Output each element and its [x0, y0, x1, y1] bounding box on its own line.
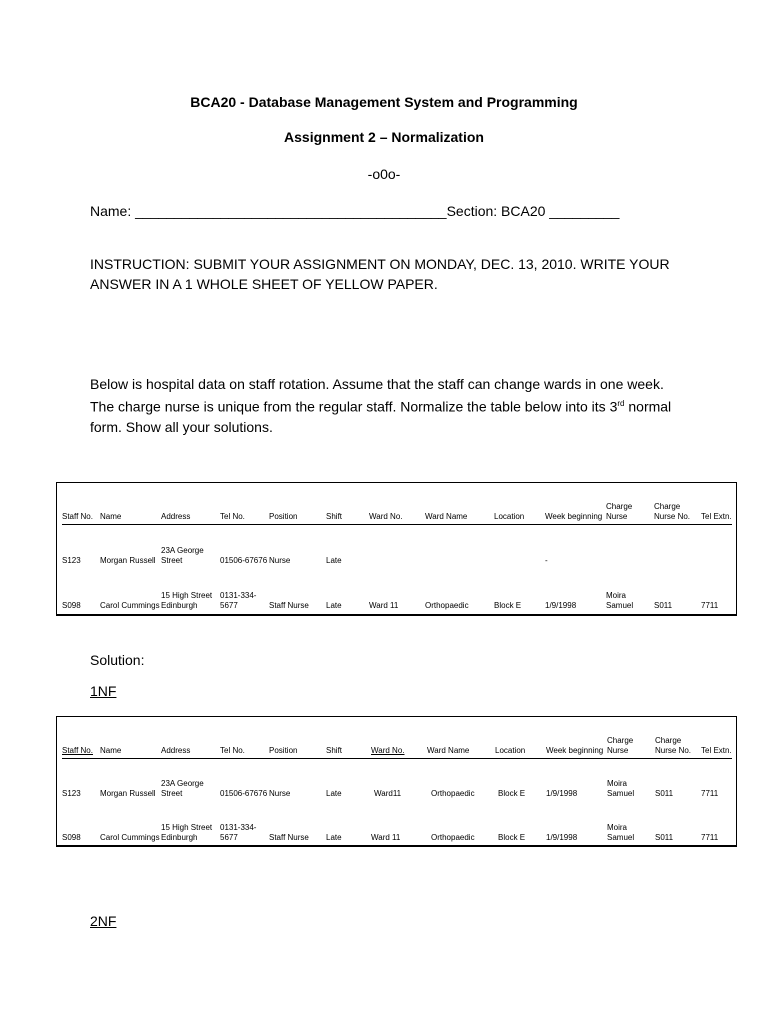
table-header-row [62, 484, 732, 524]
table-cell: Moira Samuel [606, 591, 634, 610]
table-cell: 23A George Street [161, 546, 204, 565]
table-cell: 0131-334-5677 [220, 591, 257, 610]
table-cell: Nurse [269, 789, 291, 798]
table-cell: 7711 [701, 789, 719, 798]
name-section-line: Name: ________________________________________Section: BCA20 _________ [90, 203, 620, 219]
col-header-charge-nurse: Charge Nurse [607, 735, 634, 755]
intro-text-a: Below is hospital data on staff rotation. Assume that the staff can change wards in one week. The charge nurse is unique from the regular staff. Normalize the table below into its 3 [90, 376, 664, 415]
col-header-tel-no: Tel No. [220, 745, 245, 755]
col-header-shift: Shift [326, 511, 343, 521]
table-cell: Late [326, 789, 342, 798]
table-cell: Morgan Russell [100, 556, 156, 565]
col-header-position: Position [269, 511, 298, 521]
table-cell: 7711 [701, 601, 719, 610]
table-cell: S098 [62, 833, 81, 842]
col-header-tel-extn: Tel Extn. [701, 511, 732, 521]
col-header-shift: Shift [326, 745, 343, 755]
table-cell: Carol Cummings [100, 833, 160, 842]
table-cell: Nurse [269, 556, 291, 565]
table-cell: S123 [62, 789, 81, 798]
table-cell [606, 524, 654, 568]
intro-text-b: normal form. Show all your solutions. [90, 398, 672, 435]
table-cell: Block E [494, 601, 522, 610]
col-header-ward-no: Ward No. [369, 511, 403, 521]
table-cell: Orthopaedic [425, 601, 469, 610]
table-cell [654, 524, 701, 568]
separator: -o0o- [367, 166, 401, 182]
table-cell: Ward 11 [369, 601, 399, 610]
heading-1nf: 1NF [90, 683, 117, 699]
col-header-staff-no: Staff No. [62, 511, 93, 521]
table-cell: S011 [654, 601, 673, 610]
col-header-week-beginning: Week beginning [546, 745, 604, 755]
assignment-subtitle: Assignment 2 – Normalization [284, 129, 484, 145]
table-cell: 01506-67676 [220, 556, 268, 565]
table-cell: Staff Nurse [269, 601, 309, 610]
table-row [62, 524, 732, 568]
table-cell: 15 High Street Edinburgh [161, 823, 213, 842]
table-row [62, 801, 732, 844]
table-cell: 1/9/1998 [546, 789, 578, 798]
table-cell: Block E [498, 833, 526, 842]
col-header-tel-extn: Tel Extn. [701, 745, 732, 755]
table-cell: Staff Nurse [269, 833, 309, 842]
solution-label: Solution: [90, 652, 145, 668]
col-header-address: Address [161, 511, 191, 521]
table-cell: S011 [655, 789, 674, 798]
table-cell: Ward 11 [371, 833, 401, 842]
table-cell: Moira Samuel [607, 823, 635, 842]
col-header-location: Location [495, 745, 526, 755]
col-header-ward-no: Ward No. [371, 745, 405, 755]
table-header-row [62, 718, 732, 758]
col-header-location: Location [494, 511, 525, 521]
table-cell: Late [326, 833, 342, 842]
table-cell: Late [326, 556, 342, 565]
table-cell: 1/9/1998 [545, 601, 577, 610]
intro-paragraph [90, 374, 690, 437]
heading-2nf: 2NF [90, 913, 117, 929]
1nf-table [62, 718, 732, 844]
instruction-text: INSTRUCTION: SUBMIT YOUR ASSIGNMENT ON MONDAY, DEC. 13, 2010. WRITE YOUR ANSWER IN A 1 WHOLE SHEET OF YELLOW PAPER. [90, 256, 670, 292]
table-cell: S098 [62, 601, 81, 610]
table-row [62, 758, 732, 801]
col-header-name: Name [100, 745, 122, 755]
table-cell [369, 524, 425, 568]
col-header-charge-nurse-no: Charge Nurse No. [655, 735, 692, 755]
table-cell: 7711 [701, 833, 719, 842]
staff-rotation-table [62, 484, 732, 612]
table-cell: Late [326, 601, 342, 610]
col-header-ward-name: Ward Name [425, 511, 468, 521]
table-cell: Morgan Russell [100, 789, 156, 798]
table-cell [494, 524, 545, 568]
table-cell: Moira Samuel [607, 779, 635, 798]
table-cell [701, 524, 732, 568]
table-cell: 23A George Street [161, 779, 204, 798]
col-header-charge-nurse: Charge Nurse [606, 501, 633, 521]
table-cell: Block E [498, 789, 526, 798]
table-cell: 01506-67676 [220, 789, 268, 798]
col-header-address: Address [161, 745, 191, 755]
col-header-tel-no: Tel No. [220, 511, 245, 521]
table-cell [425, 524, 494, 568]
table-cell: Carol Cummings [100, 601, 160, 610]
col-header-ward-name: Ward Name [427, 745, 470, 755]
table-cell: 0131-334-5677 [220, 823, 257, 842]
col-header-charge-nurse-no: Charge Nurse No. [654, 501, 691, 521]
table-cell: Orthopaedic [431, 789, 475, 798]
col-header-week-beginning: Week beginning [545, 511, 603, 521]
table-cell: Orthopaedic [431, 833, 475, 842]
table-cell: 15 High Street Edinburgh [161, 591, 213, 610]
col-header-name: Name [100, 511, 122, 521]
document-title: BCA20 - Database Management System and Programming [190, 94, 578, 110]
table-cell: S011 [655, 833, 674, 842]
intro-superscript: rd [617, 399, 625, 408]
col-header-position: Position [269, 745, 298, 755]
table-cell: S123 [62, 556, 81, 565]
table-cell: Ward11 [374, 789, 402, 798]
table-cell: 1/9/1998 [546, 833, 578, 842]
table-cell: - [545, 556, 548, 565]
table-row [62, 568, 732, 612]
col-header-staff-no: Staff No. [62, 745, 93, 755]
